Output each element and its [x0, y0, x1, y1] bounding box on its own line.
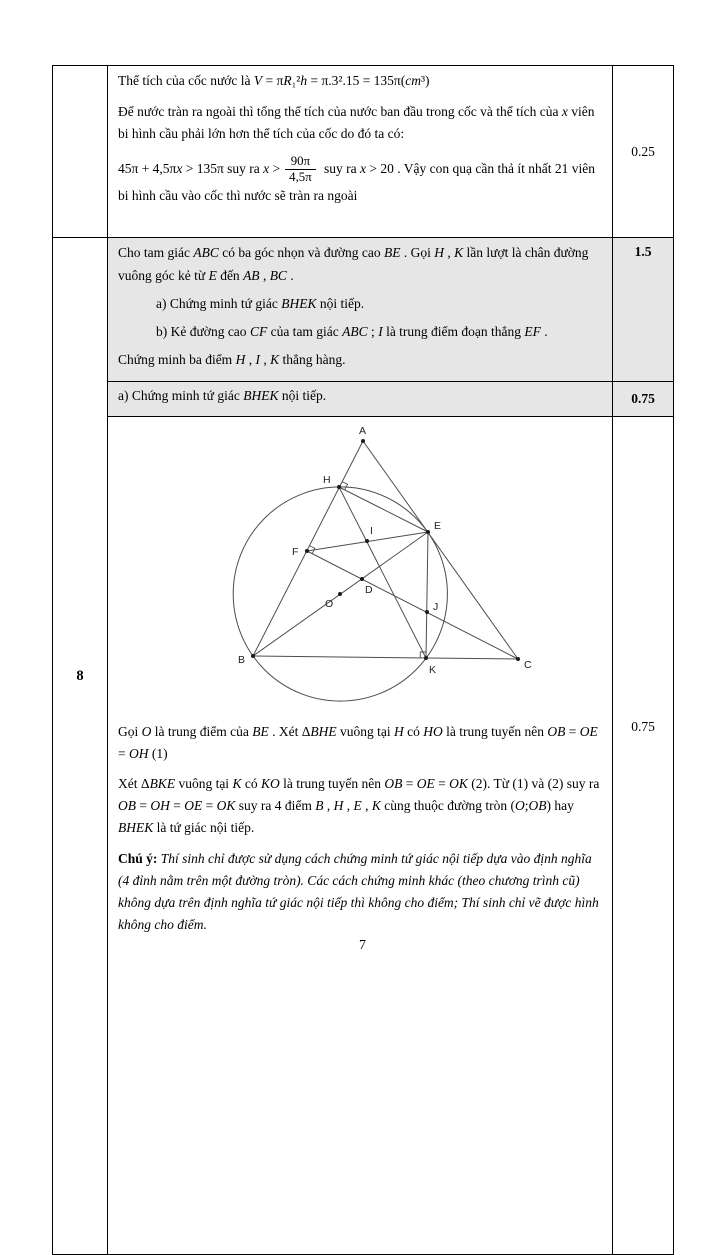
- table-row-q8-statement: [53, 238, 674, 382]
- paragraph: Xét ΔBKE vuông tại K có KO là trung tuyến nên OB = OE = OK (2). Từ (1) và (2) suy ra OB = OH = OE = OK suy ra 4 điểm B , H , E , K cùng thuộc đường tròn (O;OB) hay BHEK là tứ giác nội tiếp.: [118, 776, 600, 836]
- paragraph: a) Chứng minh tứ giác BHEK nội tiếp.: [156, 295, 365, 311]
- score-cell: 0.25: [613, 66, 674, 238]
- point-h: [337, 485, 341, 489]
- point-label-o: O: [325, 597, 334, 610]
- fraction-numerator: 90π: [285, 154, 316, 170]
- point-d: [360, 577, 364, 581]
- segment-ab: [253, 441, 363, 656]
- score-cell: 1.5: [613, 238, 674, 382]
- table-row-q8a-header: [53, 381, 674, 416]
- fraction-denominator: 4,5π: [289, 169, 312, 184]
- note-paragraph: [118, 848, 602, 935]
- table-row-q8a-solution: [53, 416, 674, 1254]
- formula-line: Thể tích của cốc nước là V = πR₁²h = π.3².15 = 135π(cm³): [118, 73, 430, 88]
- segment-bc: [253, 656, 518, 659]
- fraction: [285, 154, 316, 186]
- right-angle-marks: [310, 481, 427, 657]
- point-k: [424, 656, 428, 660]
- point-label-e: E: [434, 519, 442, 532]
- segment-eh: [339, 487, 428, 532]
- point-a: [361, 439, 365, 443]
- point-c: [516, 657, 520, 661]
- formula-segment: 45π + 4,5πx > 135π suy ra x >: [118, 160, 281, 176]
- figure-container: [218, 425, 602, 713]
- content-cell: [108, 66, 613, 238]
- point-o: [338, 592, 342, 596]
- point-label-i: I: [370, 524, 373, 537]
- question-number-cell: 8: [53, 238, 108, 1255]
- segment-cf: [307, 551, 518, 659]
- point-b: [251, 654, 255, 658]
- score-cell: 0.75: [613, 416, 674, 1254]
- paragraph: Chứng minh ba điểm H , I , K thẳng hàng.: [118, 351, 346, 367]
- content-cell: [108, 238, 613, 382]
- page-number: 7: [359, 938, 366, 953]
- paragraph: b) Kẻ đường cao CF của tam giác ABC ; I là trung điểm đoạn thẳng EF .: [156, 323, 548, 339]
- answer-table: [52, 65, 674, 1255]
- point-j: [425, 610, 429, 614]
- paragraph: Gọi O là trung điểm của BE . Xét ΔBHE vuông tại H có HO là trung tuyến nên OB = OE = OH (1): [118, 723, 598, 761]
- point-label-k: K: [429, 663, 437, 676]
- paragraph: Để nước tràn ra ngoài thì tổng thể tích của nước ban đầu trong cốc và thể tích của x viên bi hình cầu phải lớn hơn thể tích của cốc do đó ta có:: [118, 103, 595, 141]
- note-text: Thí sinh chỉ được sử dụng cách chứng minh tứ giác nội tiếp dựa vào định nghĩa (4 đỉnh nằm trên một đường tròn). Các cách chứng minh khác (theo chương trình cũ) không dựa trên định nghĩa tứ giác nội tiếp thì không cho điểm; Thí sinh chỉ vẽ được hình không cho điểm.: [118, 850, 599, 932]
- point-label-h: H: [323, 473, 331, 486]
- point-label-c: C: [524, 658, 532, 671]
- segment-hk: [339, 487, 426, 658]
- point-e: [426, 530, 430, 534]
- score-cell: 0.75: [613, 381, 674, 416]
- segment-ac: [363, 441, 518, 659]
- paragraph: a) Chứng minh tứ giác BHEK nội tiếp.: [118, 387, 327, 403]
- paragraph: Cho tam giác ABC có ba góc nhọn và đường cao BE . Gọi H , K lần lượt là chân đường vuông góc kẻ từ E đến AB , BC .: [118, 245, 589, 283]
- formula-line: [118, 154, 602, 208]
- point-label-d: D: [365, 583, 373, 596]
- point-label-b: B: [238, 653, 246, 666]
- point-label-a: A: [359, 424, 367, 437]
- point-f: [305, 549, 309, 553]
- content-cell: [108, 416, 613, 1254]
- geometry-figure: [218, 425, 548, 713]
- point-label-f: F: [292, 545, 299, 558]
- note-label: Chú ý:: [118, 850, 158, 866]
- table-row-q7-volume: [53, 66, 674, 238]
- content-cell: [108, 381, 613, 416]
- question-number-cell-empty: [53, 66, 108, 238]
- right-angle-mark-h: [342, 481, 347, 489]
- point-label-j: J: [433, 600, 439, 613]
- point-i: [365, 539, 369, 543]
- point-labels: [238, 425, 532, 676]
- formula-segment: suy ra x > 20 . Vậy con quạ cần thả ít nhất 21 viên bi hình cầu vào cốc thì nước sẽ tràn ra ngoài: [118, 160, 595, 204]
- segment-ek: [426, 532, 428, 658]
